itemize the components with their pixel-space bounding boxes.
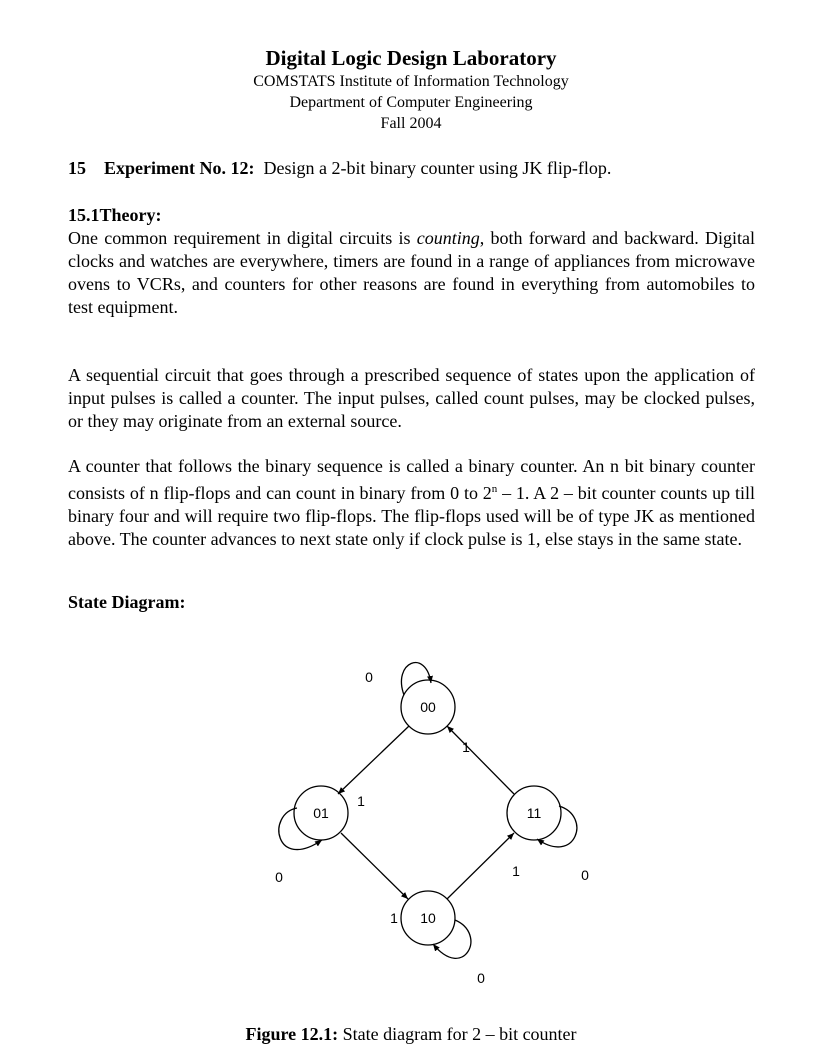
self-loop-00 (401, 663, 431, 695)
figure-label: Figure 12.1: (245, 1024, 339, 1044)
figure-caption (0, 1024, 822, 1045)
state-01-label: 01 (313, 805, 329, 821)
self-loop-11-label: 0 (581, 867, 589, 883)
p1-text-b: , both forward and backward. Digital clocks and watches are everywhere, timers are found in a range of appliances from microwave ovens to VCRs, and counters for other reasons are found in everything from automobiles to test equipment. (68, 228, 755, 317)
transition-11-00-label: 1 (462, 739, 470, 755)
p1-emphasis: counting (416, 228, 480, 248)
experiment-number: 15 (68, 158, 86, 178)
document-title: Digital Logic Design Laboratory (265, 46, 557, 70)
state-diagram-heading: State Diagram: (68, 592, 186, 612)
transition-01-10-label: 1 (390, 910, 398, 926)
transition-00-01 (338, 726, 409, 794)
experiment-description: Design a 2-bit binary counter using JK flip-flop. (263, 158, 612, 178)
self-loop-01-label: 0 (275, 869, 283, 885)
p3-text-b: – 1. A 2 – bit counter counts up till binary four and will require two flip-flops. The flip-flops used will be of type JK as mentioned above. The counter advances to next state only if clock pulse is 1, else stays in the same state. (68, 483, 755, 549)
figure-caption-text: State diagram for 2 – bit counter (338, 1024, 577, 1044)
department-name: Department of Computer Engineering (289, 94, 533, 111)
institute-name: COMSTATS Institute of Information Technology (253, 73, 569, 90)
p3-text-a: A counter that follows the binary sequence is called a binary counter. An n bit binary counter consists of n flip-flops and can count in binary from 0 to 2 (68, 456, 755, 503)
self-loop-10 (433, 920, 471, 958)
term: Fall 2004 (380, 115, 442, 132)
p3-superscript: n (491, 483, 498, 495)
state-00-label: 00 (420, 699, 436, 715)
state-11-label: 11 (526, 805, 542, 821)
transition-00-01-label: 1 (357, 793, 365, 809)
state-10-label: 10 (420, 910, 436, 926)
transition-11-00 (447, 726, 514, 794)
experiment-label: Experiment No. 12: (104, 158, 255, 178)
self-loop-00-label: 0 (365, 669, 373, 685)
self-loop-10-label: 0 (477, 970, 485, 986)
theory-heading: 15.1Theory: (68, 205, 162, 225)
transition-10-11 (447, 833, 514, 899)
transition-01-10 (341, 833, 408, 899)
p1-text-a: One common requirement in digital circuits is (68, 228, 417, 248)
theory-paragraph-2: A sequential circuit that goes through a prescribed sequence of states upon the application of input pulses is called a counter. The input pulses, called count pulses, may be clocked pulses, or they may originate from an external source. (68, 365, 755, 431)
transition-10-11-label: 1 (512, 863, 520, 879)
